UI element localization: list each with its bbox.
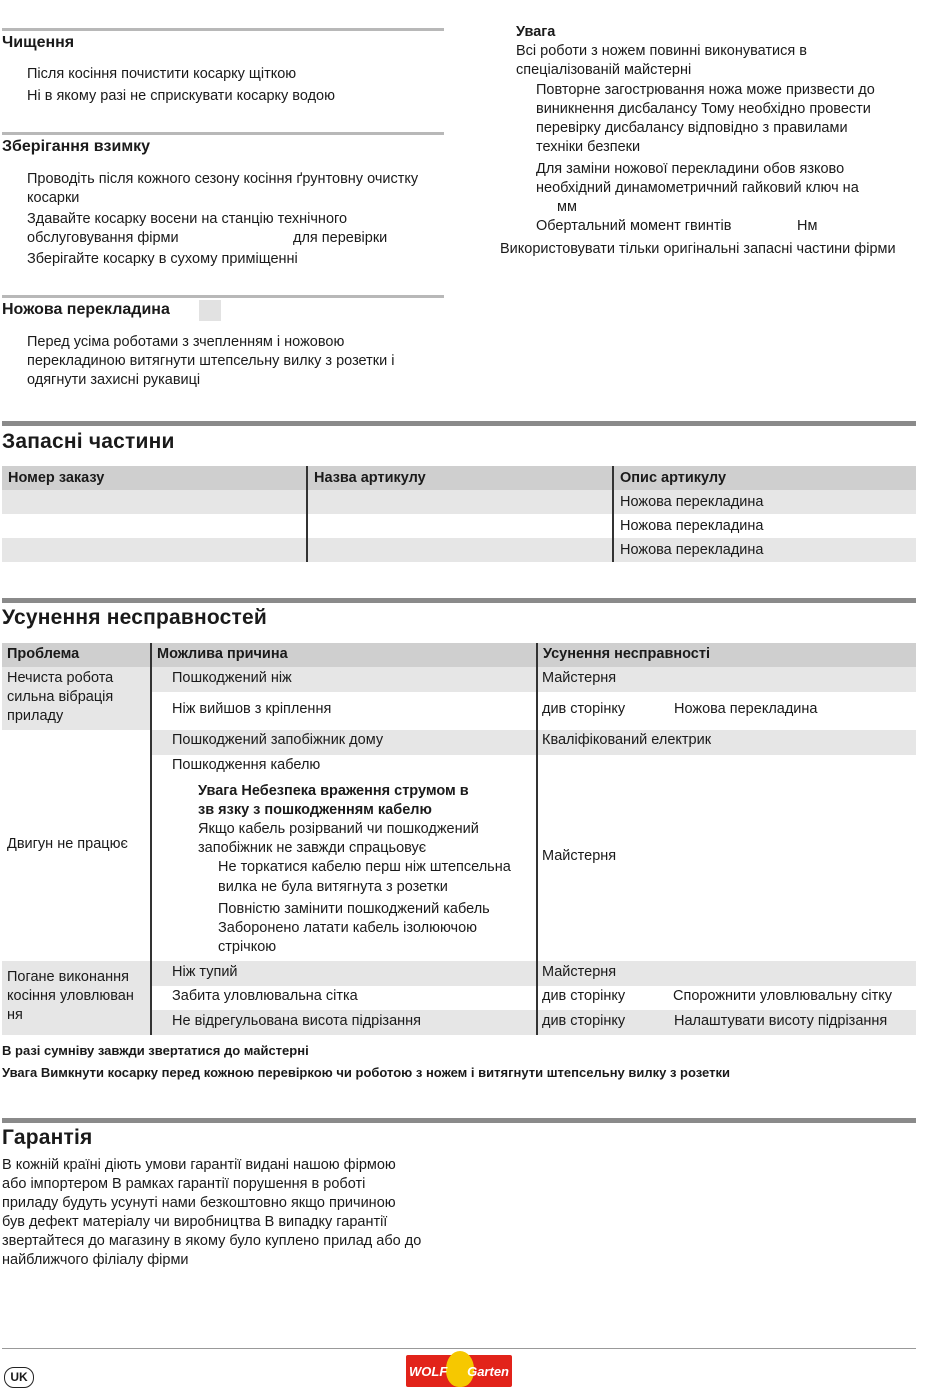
warranty-line-5: звертайтеся до магазину в якому було куплено прилад або до xyxy=(2,1233,422,1249)
cause-7: Не відрегульована висота підрізання xyxy=(172,1013,422,1029)
winter-line-1a: Проводіть після кожного сезону косіння ґрунтовну очистку xyxy=(27,171,419,187)
header-order-number: Номер заказу xyxy=(2,466,307,490)
spare-parts-title: Запасні частини xyxy=(2,430,175,453)
warranty-line-4: був дефект матеріалу чи виробництва В випадку гарантії xyxy=(2,1214,388,1230)
cable-warning-sub2-3: стрічкою xyxy=(218,939,277,955)
cable-warning-text-1: Якщо кабель розірваний чи пошкоджений xyxy=(198,821,479,837)
attention-original-parts: Використовувати тільки оригінальні запасні частини фірми xyxy=(500,241,896,257)
attention-bullet1-1: Повторне загострювання ножа може призвести до xyxy=(536,82,875,98)
attention-bullet1-2: виникнення дисбалансу Тому необхідно провести xyxy=(536,101,871,117)
blade-bar-line-2: перекладиною витягнути штепсельну вилку з розетки і xyxy=(27,353,395,369)
winter-line-2a: Здавайте косарку восени на станцію технічного xyxy=(27,211,348,227)
row-5-bg xyxy=(150,961,916,986)
remedy-1: Майстерня xyxy=(542,670,617,686)
col-separator-1 xyxy=(150,643,152,1035)
header-article-name: Назва артикулу xyxy=(307,466,613,490)
attention-intro-1: Всі роботи з ножем повинні виконуватися в xyxy=(516,43,807,59)
logo-text-right: Garten xyxy=(467,1364,509,1379)
cleaning-title: Чищення xyxy=(2,34,75,51)
cleaning-line-1: Після косіння почистити косарку щіткою xyxy=(27,66,297,82)
blade-bar-line-3: одягнути захисні рукавиці xyxy=(27,372,201,388)
header-remedy: Усунення несправності xyxy=(543,646,710,662)
remedy-6a: див сторінку xyxy=(542,988,626,1004)
problem-2: Двигун не працює xyxy=(7,836,128,852)
article-description-cell: Ножова перекладина xyxy=(613,490,916,514)
cable-warning-sub1-1: Не торкатися кабелю перш ніж штепсельна xyxy=(218,859,511,875)
winter-line-1b: косарки xyxy=(27,190,80,206)
attention-intro-2: спеціалізованій майстерні xyxy=(516,62,692,78)
cable-warning-sub1-2: вилка не була витягнута з розетки xyxy=(218,879,448,895)
header-cause: Можлива причина xyxy=(157,646,288,662)
remedy-7a: див сторінку xyxy=(542,1013,626,1029)
warranty-line-6: найближчого філіалу фірми xyxy=(2,1252,189,1268)
winter-line-3: Зберігайте косарку в сухому приміщенні xyxy=(27,251,298,267)
remedy-2b: Ножова перекладина xyxy=(674,701,818,717)
attention-bullet2-1: Для заміни ножової перекладини обов язково xyxy=(536,161,845,177)
doubt-note: В разі сумніву завжди звертатися до майстерні xyxy=(2,1043,309,1058)
blade-bar-line-1: Перед усіма роботами з зчепленням і ножовою xyxy=(27,334,345,350)
blade-bar-title: Ножова перекладина xyxy=(2,301,170,318)
problem-3-line-2: косіння уловлюван xyxy=(7,988,134,1004)
attention-bullet2-2: необхідний динамометричний гайковий ключ на xyxy=(536,180,859,196)
problem-3-line-3: ня xyxy=(7,1007,23,1023)
troubleshooting-header-row xyxy=(2,643,916,667)
winter-line-2b: обслуговування фірми xyxy=(27,230,179,246)
remedy-4: Майстерня xyxy=(542,848,617,864)
attention-torque-unit: Нм xyxy=(797,218,818,234)
problem-1-line-3: приладу xyxy=(7,708,64,724)
article-description-cell: Ножова перекладина xyxy=(613,538,916,562)
cleaning-line-2: Ні в якому разі не сприскувати косарку водою xyxy=(27,88,335,104)
cause-2: Ніж вийшов з кріплення xyxy=(172,701,332,717)
winter-title: Зберігання взимку xyxy=(2,138,151,155)
problem-3-line-1: Погане виконання xyxy=(7,969,129,985)
problem-1-line-2: сильна вібрація xyxy=(7,689,114,705)
article-description-cell: Ножова перекладина xyxy=(613,514,916,538)
cable-warning-bold-1: Увага Небезпека враження струмом в xyxy=(198,783,469,799)
remedy-3: Кваліфікований електрик xyxy=(542,732,712,748)
warranty-title: Гарантія xyxy=(2,1126,93,1149)
language-badge: UK xyxy=(4,1367,34,1388)
wolf-garten-logo xyxy=(406,1355,512,1387)
winter-line-2c: для перевірки xyxy=(293,230,388,246)
attention-note: Увага Вимкнути косарку перед кожною перевіркою чи роботою з ножем і витягнути штепсельну вилку з розетки xyxy=(2,1065,730,1080)
col-separator-2 xyxy=(536,643,538,1035)
warranty-line-3: приладу будуть усунуті нами безкоштовно якщо причиною xyxy=(2,1195,396,1211)
remedy-6b: Спорожнити уловлювальну сітку xyxy=(673,988,893,1004)
cable-warning-text-2: запобіжник не завжди спрацьовує xyxy=(198,840,427,856)
troubleshooting-title: Усунення несправностей xyxy=(2,606,267,629)
attention-title: Увага xyxy=(516,24,556,40)
remedy-7b: Налаштувати висоту підрізання xyxy=(674,1013,888,1029)
cable-warning-sub2-2: Заборонено латати кабель ізолюючою xyxy=(218,920,478,936)
cause-1: Пошкоджений ніж xyxy=(172,670,292,686)
warranty-line-1: В кожній країні діють умови гарантії видані нашою фірмою xyxy=(2,1157,396,1173)
cable-warning-bold-2: зв язку з пошкодженням кабелю xyxy=(198,802,432,818)
cause-6: Забита уловлювальна сітка xyxy=(172,988,358,1004)
remedy-5: Майстерня xyxy=(542,964,617,980)
header-article-description: Опис артикулу xyxy=(613,466,916,490)
cable-warning-sub2-1: Повністю замінити пошкоджений кабель xyxy=(218,901,490,917)
cause-4: Пошкодження кабелю xyxy=(172,757,321,773)
attention-bullet1-3: перевірку дисбалансу відповідно з правилами xyxy=(536,120,848,136)
attention-torque-label: Обертальний момент гвинтів xyxy=(536,218,732,234)
warranty-rule xyxy=(2,1118,916,1123)
cause-5: Ніж тупий xyxy=(172,964,238,980)
warranty-line-2: або імпортером В рамках гарантії порушення в роботі xyxy=(2,1176,366,1192)
header-problem: Проблема xyxy=(7,646,80,662)
attention-bullet2-unit: мм xyxy=(557,199,577,215)
remedy-2a: див сторінку xyxy=(542,701,626,717)
problem-1-line-1: Нечиста робота xyxy=(7,670,114,686)
logo-text-left: WOLF xyxy=(409,1364,448,1379)
cause-3: Пошкоджений запобіжник дому xyxy=(172,732,384,748)
attention-bullet1-4: техніки безпеки xyxy=(536,139,641,155)
footer-rule xyxy=(2,1348,916,1349)
